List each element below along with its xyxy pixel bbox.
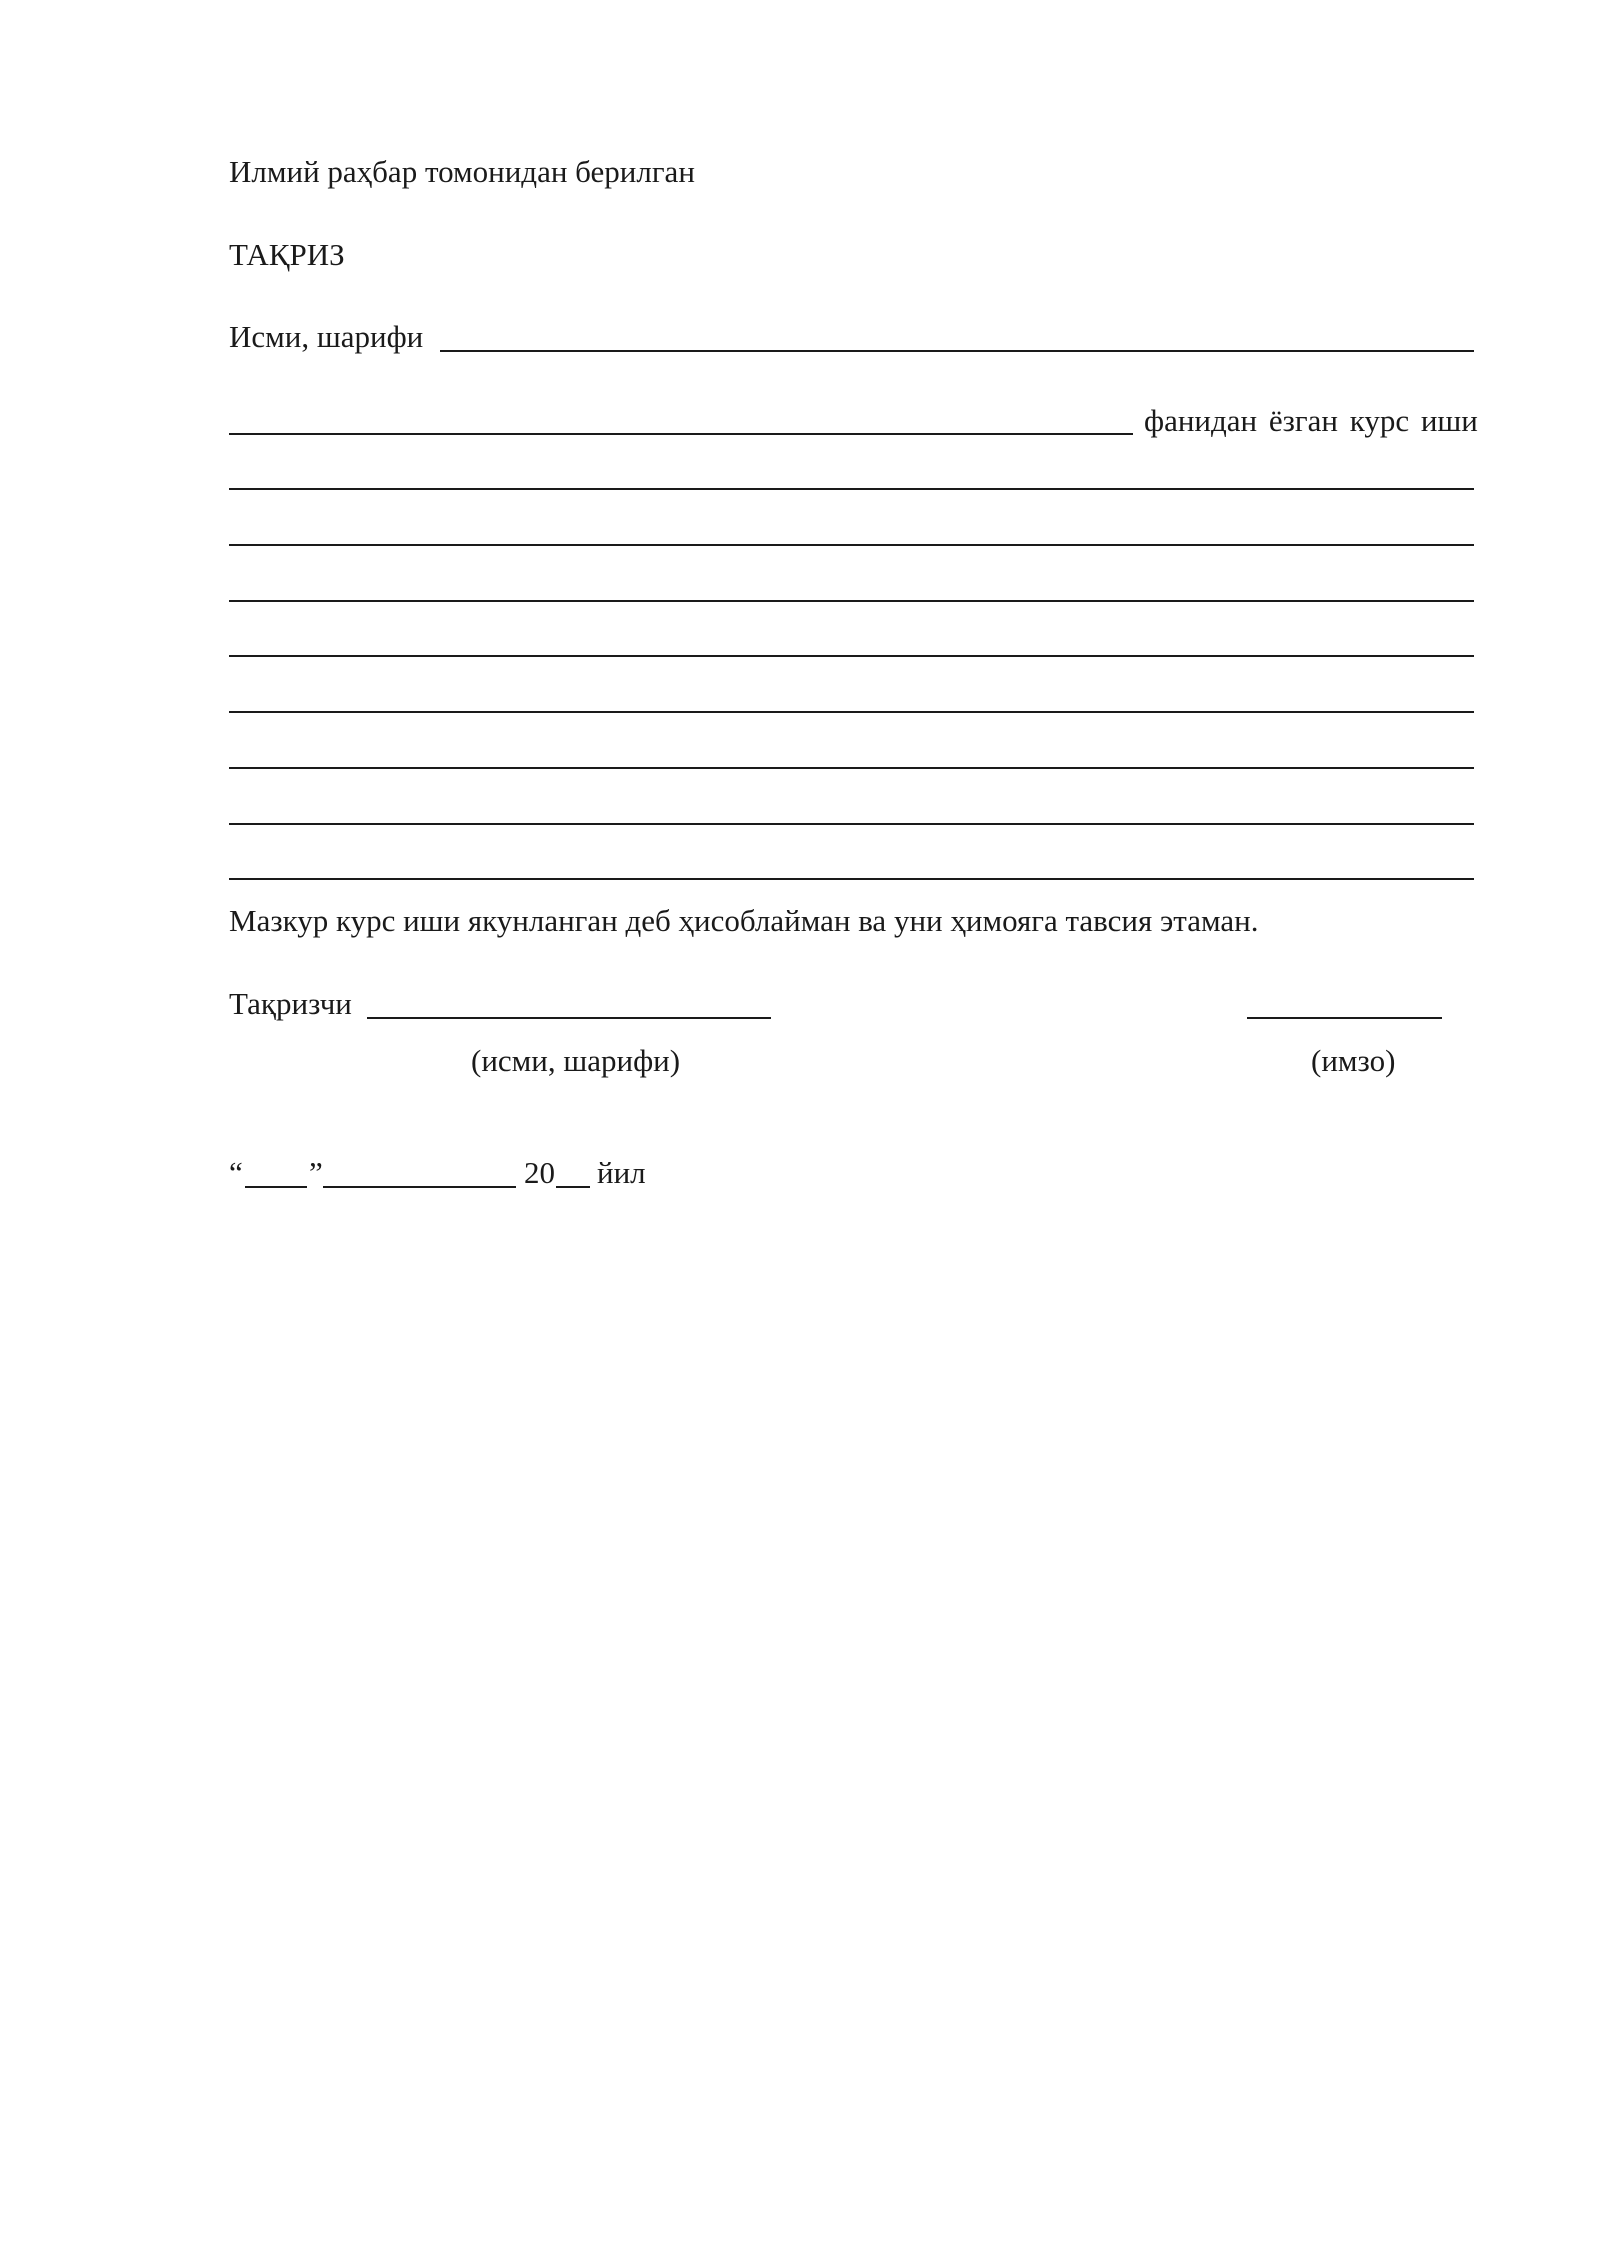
conclusion-text: Мазкур курс иши якунланган деб ҳисоблайман ва уни ҳимояга тавсия этаман. (229, 903, 1259, 938)
name-label: Исми, шарифи (229, 319, 424, 354)
date-close-quote: ” (309, 1155, 323, 1190)
signature-caption: (имзо) (1311, 1043, 1396, 1078)
date-open-quote: “ (229, 1155, 243, 1190)
date-year-prefix: 20 (524, 1155, 555, 1190)
date-year-word: йил (597, 1155, 646, 1190)
review-line[interactable] (229, 488, 1474, 490)
date-day-line[interactable] (245, 1186, 307, 1188)
document-heading: ТАҚРИЗ (229, 237, 345, 272)
review-line[interactable] (229, 655, 1474, 657)
reviewer-name-line[interactable] (367, 1017, 771, 1019)
signature-line[interactable] (1247, 1017, 1442, 1019)
name-caption: (исми, шарифи) (471, 1043, 681, 1078)
review-line[interactable] (229, 711, 1474, 713)
review-line[interactable] (229, 544, 1474, 546)
reviewer-label: Тақризчи (229, 986, 352, 1021)
date-year-line[interactable] (556, 1186, 590, 1188)
review-line[interactable] (229, 878, 1474, 880)
date-month-line[interactable] (323, 1186, 516, 1188)
name-input-line[interactable] (440, 350, 1474, 352)
review-line[interactable] (229, 767, 1474, 769)
subject-input-line[interactable] (229, 433, 1133, 435)
review-line[interactable] (229, 600, 1474, 602)
review-line[interactable] (229, 823, 1474, 825)
subject-suffix: фанидан ёзган курс иши (1144, 403, 1478, 438)
header-line: Илмий раҳбар томонидан берилган (229, 154, 695, 189)
